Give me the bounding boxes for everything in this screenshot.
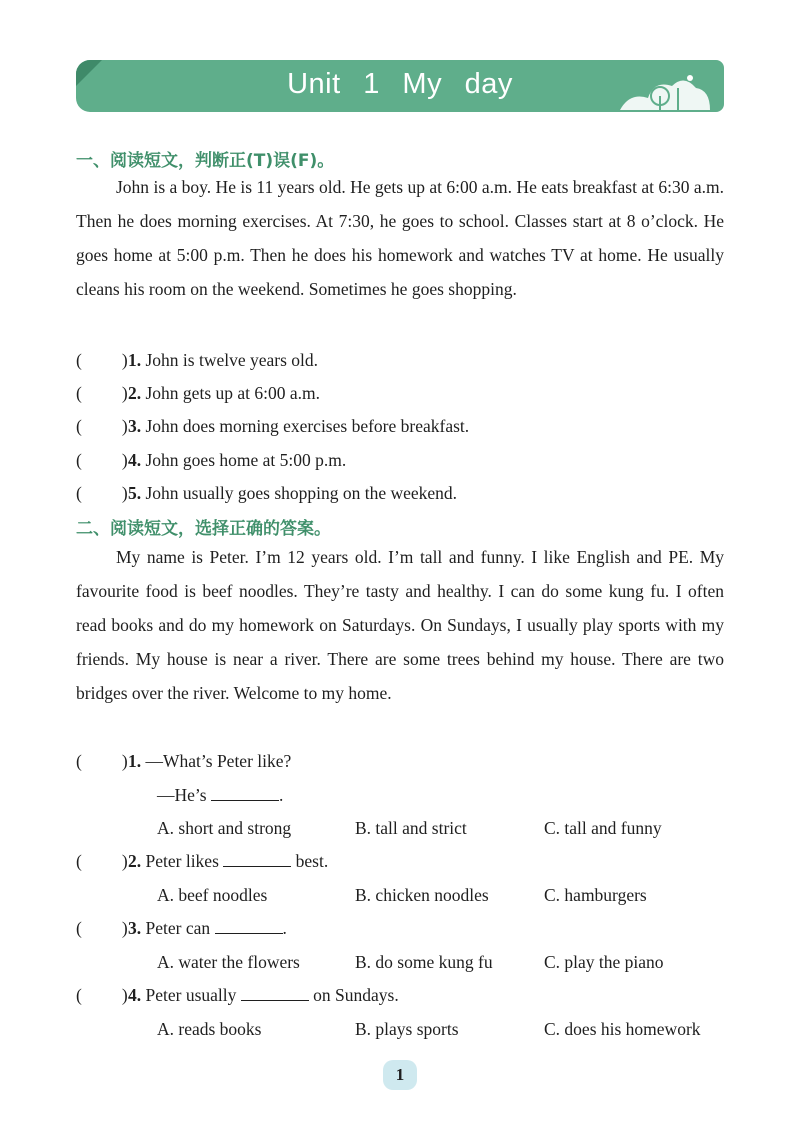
s1-question-3: ( )3. John does morning exercises before breakfast. [76, 416, 470, 436]
s2-q4-option-c[interactable]: C. does his homework [544, 1019, 701, 1039]
s2-q3-option-b[interactable]: B. do some kung fu [355, 952, 493, 972]
s2-question-3: ( )3. Peter can . [76, 918, 287, 938]
section2-passage: My name is Peter. I’m 12 years old. I’m tall and funny. I like English and PE. My favourite food is beef noodles. They’re tasty and healthy. I can do some kung fu. I often read books and do my homework on Saturdays. On Sundays, I usually play sports with my friends. My house is near a river. There are some trees behind my house. There are two bridges over the river. Welcome to my home. [76, 547, 724, 703]
answer-bracket[interactable]: ( ) [76, 416, 128, 436]
answer-blank[interactable] [223, 850, 291, 867]
s2-q2-option-a[interactable]: A. beef noodles [157, 885, 268, 905]
answer-bracket[interactable]: ( ) [76, 383, 128, 403]
s2-q2-option-b[interactable]: B. chicken noodles [355, 885, 489, 905]
s2-q4-option-a[interactable]: A. reads books [157, 1019, 262, 1039]
unit-banner [76, 60, 724, 112]
answer-bracket[interactable]: ( ) [76, 483, 128, 503]
s1-question-5: ( )5. John usually goes shopping on the weekend. [76, 483, 458, 503]
answer-bracket[interactable]: ( ) [76, 751, 128, 771]
page-number: 1 [383, 1060, 417, 1090]
s1-question-1: ( )1. John is twelve years old. [76, 350, 319, 370]
s2-question-2: ( )2. Peter likes best. [76, 851, 329, 871]
s2-question-1: ( )1. —What’s Peter like? [76, 751, 292, 771]
unit-number: Unit 1 [287, 68, 380, 100]
s2-q1-option-b[interactable]: B. tall and strict [355, 818, 467, 838]
answer-blank[interactable] [211, 784, 279, 801]
s2-q2-option-c[interactable]: C. hamburgers [544, 885, 647, 905]
answer-bracket[interactable]: ( ) [76, 985, 128, 1005]
answer-blank[interactable] [215, 917, 283, 934]
answer-bracket[interactable]: ( ) [76, 350, 128, 370]
section1-passage: John is a boy. He is 11 years old. He gets up at 6:00 a.m. He eats breakfast at 6:30 a.m. Then he does morning exercises. At 7:30, he goes to school. Classes start at 8 o’clock. He goes home at 5:00 p.m. Then he does his homework and watches TV at home. He usually cleans his room on the weekend. Sometimes he goes shopping. [76, 177, 724, 299]
s2-q1-option-c[interactable]: C. tall and funny [544, 818, 662, 838]
section2-title: 二、阅读短文，选择正确的答案。 [76, 519, 331, 539]
s2-q3-option-a[interactable]: A. water the flowers [157, 952, 300, 972]
s1-question-2: ( )2. John gets up at 6:00 a.m. [76, 383, 320, 403]
section1-title: 一、阅读短文，判断正(T)误(F)。 [76, 151, 335, 171]
s2-question-4: ( )4. Peter usually on Sundays. [76, 985, 399, 1005]
s1-question-4: ( )4. John goes home at 5:00 p.m. [76, 450, 347, 470]
answer-bracket[interactable]: ( ) [76, 450, 128, 470]
tree-decoration-icon [620, 66, 710, 110]
answer-bracket[interactable]: ( ) [76, 851, 128, 871]
answer-bracket[interactable]: ( ) [76, 918, 128, 938]
s2-q1-option-a[interactable]: A. short and strong [157, 818, 292, 838]
s2-q3-option-c[interactable]: C. play the piano [544, 952, 664, 972]
s2-question-1-response: —He’s . [157, 785, 284, 805]
answer-blank[interactable] [241, 984, 309, 1001]
s2-q4-option-b[interactable]: B. plays sports [355, 1019, 459, 1039]
unit-name: My day [402, 68, 513, 100]
